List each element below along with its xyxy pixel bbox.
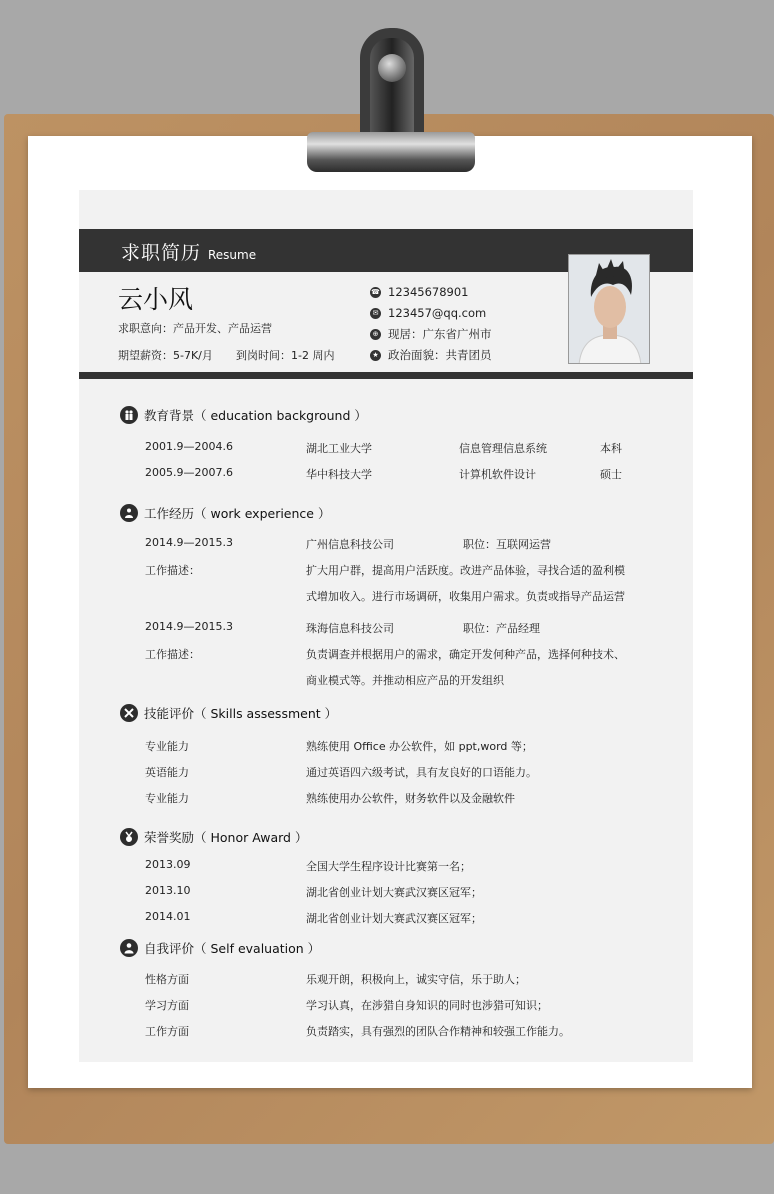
self-eval-label: 工作方面 <box>145 1025 189 1038</box>
mail-icon: ✉ <box>370 308 381 319</box>
briefcase-icon <box>120 504 138 522</box>
honor-date: 2013.10 <box>145 884 191 897</box>
residence-text: 现居：广东省广州市 <box>388 327 492 341</box>
skill-row <box>0 764 774 780</box>
honor-text: 全国大学生程序设计比赛第一名； <box>306 860 471 873</box>
section-title: 自我评价（ Self evaluation ） <box>144 941 321 956</box>
work-position: 职位：互联网运营 <box>463 538 551 551</box>
contact-phone <box>370 285 468 299</box>
contact-email <box>370 306 486 320</box>
skill-text: 通过英语四六级考试，具有友良好的口语能力。 <box>306 766 537 779</box>
phone-icon: ☎ <box>371 287 380 296</box>
work-desc-row <box>0 588 774 604</box>
edu-major: 计算机软件设计 <box>459 468 536 481</box>
work-period: 2014.9—2015.3 <box>145 620 233 633</box>
email-text: 123457@qq.com <box>388 306 487 320</box>
expected-salary: 期望薪资：5-7K/月 <box>118 349 213 362</box>
candidate-name: 云小风 <box>118 285 194 314</box>
section-title: 技能评价（ Skills assessment ） <box>144 706 338 721</box>
section-self-eval <box>120 939 320 957</box>
section-title: 工作经历（ work experience ） <box>144 506 331 521</box>
honor-text: 湖北省创业计划大赛武汉赛区冠军； <box>306 912 482 925</box>
availability: 到岗时间：1-2 周内 <box>236 349 335 362</box>
work-desc-label: 工作描述： <box>145 564 200 577</box>
self-eval-row <box>0 1023 774 1039</box>
skill-label: 专业能力 <box>145 792 189 805</box>
skill-row <box>0 738 774 754</box>
honor-date: 2014.01 <box>145 910 191 923</box>
work-period: 2014.9—2015.3 <box>145 536 233 549</box>
skill-text: 熟练使用办公软件，财务软件以及金融软件 <box>306 792 515 805</box>
medal-icon <box>120 828 138 846</box>
resume-title-cn: 求职简历 <box>121 242 202 264</box>
work-company: 广州信息科技公司 <box>306 538 394 551</box>
contact-residence <box>370 326 492 342</box>
self-eval-label: 学习方面 <box>145 999 189 1012</box>
people-icon <box>120 406 138 424</box>
star-icon: ★ <box>370 350 381 361</box>
skill-label: 专业能力 <box>145 740 189 753</box>
section-honors <box>120 828 307 846</box>
self-eval-row <box>0 971 774 987</box>
contact-political <box>370 347 492 363</box>
work-desc-row <box>0 646 774 662</box>
self-eval-text: 乐观开朗，积极向上，诚实守信，乐于助人； <box>306 973 526 986</box>
work-desc-row <box>0 672 774 688</box>
section-title: 荣誉奖励（ Honor Award ） <box>144 830 308 845</box>
self-eval-row <box>0 997 774 1013</box>
edu-period: 2001.9—2004.6 <box>145 440 233 453</box>
honor-date: 2013.09 <box>145 858 191 871</box>
work-row <box>0 620 774 636</box>
self-eval-label: 性格方面 <box>145 973 189 986</box>
binder-clip-rivet <box>378 54 406 82</box>
phone-text: 12345678901 <box>388 285 469 299</box>
edu-school: 华中科技大学 <box>306 468 372 481</box>
work-company: 珠海信息科技公司 <box>306 622 394 635</box>
tools-icon <box>120 704 138 722</box>
self-eval-text: 负责踏实，具有强烈的团队合作精神和较强工作能力。 <box>306 1025 570 1038</box>
work-desc-row <box>0 562 774 578</box>
person-icon <box>120 939 138 957</box>
work-desc-line: 负责调查并根据用户的需求，确定开发何种产品，选择何种技术、 <box>306 648 625 661</box>
skill-text: 熟练使用 Office 办公软件，如 ppt,word 等； <box>306 740 533 753</box>
education-row <box>0 440 774 456</box>
section-title: 教育背景（ education background ） <box>144 408 367 423</box>
edu-degree: 硕士 <box>600 468 622 481</box>
binder-clip-base <box>307 132 475 172</box>
honor-text: 湖北省创业计划大赛武汉赛区冠军； <box>306 886 482 899</box>
work-desc-line: 商业模式等。并推动相应产品的开发组织 <box>306 674 504 687</box>
header-divider <box>79 372 693 379</box>
work-desc-label: 工作描述： <box>145 648 200 661</box>
honor-row <box>0 858 774 874</box>
work-desc-line: 扩大用户群，提高用户活跃度。改进产品体验，寻找合适的盈利模 <box>306 564 625 577</box>
edu-degree: 本科 <box>600 442 622 455</box>
work-row <box>0 536 774 552</box>
self-eval-text: 学习认真，在涉猎自身知识的同时也涉猎可知识； <box>306 999 548 1012</box>
binder-clip-ring <box>360 28 424 146</box>
edu-major: 信息管理信息系统 <box>459 442 547 455</box>
job-objective: 求职意向：产品开发、产品运营 <box>118 322 272 335</box>
edu-school: 湖北工业大学 <box>306 442 372 455</box>
work-position: 职位：产品经理 <box>463 622 540 635</box>
profile-photo <box>568 254 650 364</box>
resume-title-en: Resume <box>208 248 257 262</box>
section-skills <box>120 704 337 722</box>
edu-period: 2005.9—2007.6 <box>145 466 233 479</box>
work-desc-line: 式增加收入。进行市场调研，收集用户需求。负责或指导产品运营 <box>306 590 625 603</box>
education-row <box>0 466 774 482</box>
honor-row <box>0 910 774 926</box>
section-work <box>120 504 330 522</box>
skill-row <box>0 790 774 806</box>
location-icon: ⊕ <box>370 329 381 340</box>
section-education <box>120 406 367 424</box>
skill-label: 英语能力 <box>145 766 189 779</box>
portrait-illustration <box>569 255 650 364</box>
honor-row <box>0 884 774 900</box>
political-text: 政治面貌：共青团员 <box>388 348 492 362</box>
